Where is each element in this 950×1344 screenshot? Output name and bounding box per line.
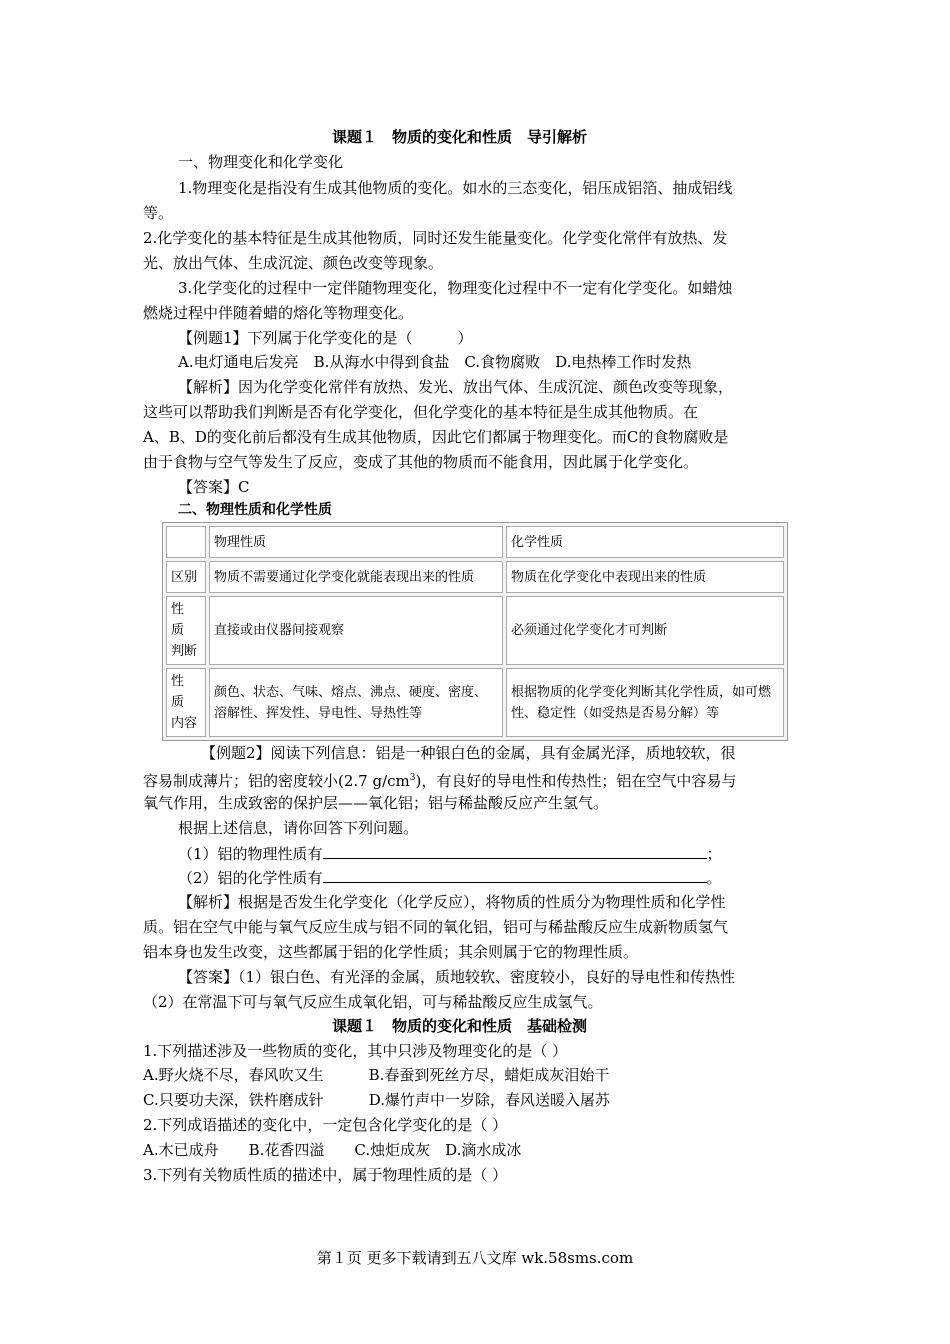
table-header-row bbox=[166, 526, 784, 558]
quiz-line: A.木已成舟 B.花香四溢 C.烛炬成灰 D.滴水成冰 bbox=[143, 1141, 522, 1159]
physical-cell: 物质不需要通过化学变化就能表现出来的性质 bbox=[209, 561, 503, 593]
table-row bbox=[166, 596, 784, 665]
question-1-label: （1）铝的物理性质有 bbox=[178, 845, 323, 863]
example-1-analysis-line-3: A、B、D的变化前后都没有生成其他物质，因此它们都属于物理变化。而C的食物腐败是 bbox=[143, 428, 729, 446]
question-2-end: 。 bbox=[706, 869, 722, 887]
example-2-prompt: 根据上述信息，请你回答下列问题。 bbox=[178, 819, 419, 837]
example-2-analysis-line-1: 【解析】根据是否发生化学变化（化学反应），将物质的性质分为物理性质和化学性 bbox=[178, 893, 726, 911]
table-header-chemical: 化学性质 bbox=[506, 526, 784, 558]
paragraph-3-line-1: 3.化学变化的过程中一定伴随物理变化，物理变化过程中不一定有化学变化。如蜡烛 bbox=[178, 279, 733, 297]
example-1-question: 【例题1】下列属于化学变化的是（ ） bbox=[178, 329, 473, 347]
row-label bbox=[166, 668, 206, 737]
example-1-answer: 【答案】C bbox=[178, 478, 250, 496]
example-2-analysis-line-2: 质。铝在空气中能与氧气反应生成与铝不同的氧化铝，铝可与稀盐酸反应生成新物质氢气 bbox=[143, 918, 729, 936]
paragraph-2-line-1: 2.化学变化的基本特征是生成其他物质，同时还发生能量变化。化学变化常伴有放热、发 bbox=[143, 229, 728, 247]
table-header-corner bbox=[166, 526, 206, 558]
example-2-answer-line-2: （2）在常温下可与氧气反应生成氧化铝，可与稀盐酸反应生成氢气。 bbox=[143, 993, 603, 1011]
superscript-3: 3 bbox=[409, 773, 416, 783]
title-guide: 课题１ 物质的变化和性质 导引解析 bbox=[332, 128, 588, 146]
row-label-text: 内容 bbox=[171, 716, 198, 731]
example-2-line-1: 【例题2】阅读下列信息：铝是一种银白色的金属，具有金属光泽，质地较软，很 bbox=[201, 744, 736, 762]
paragraph-3-line-2: 燃烧过程中伴随着蜡的熔化等物理变化。 bbox=[143, 304, 414, 322]
quiz-line: C.只要功夫深，铁杵磨成针 D.爆竹声中一岁除，春风送暖入屠苏 bbox=[143, 1091, 610, 1109]
example-2-line-2-rest: )，有良好的导电性和传热性；铝在空气中容易与 bbox=[415, 772, 737, 790]
properties-table bbox=[162, 522, 788, 741]
question-2-label: （2）铝的化学性质有 bbox=[178, 869, 323, 887]
example-2-line-2 bbox=[143, 767, 736, 792]
title-basic-test: 课题１ 物质的变化和性质 基础检测 bbox=[332, 1017, 588, 1035]
row-label-text: 判断 bbox=[171, 644, 198, 659]
answer-blank-1[interactable] bbox=[323, 842, 707, 859]
row-label-text: 性 质 bbox=[171, 602, 198, 638]
chemical-cell: 根据物质的化学变化判断其化学性质，如可燃性、稳定性（如受热是否易分解）等 bbox=[506, 668, 784, 737]
row-label bbox=[166, 561, 206, 593]
physical-cell: 颜色、状态、气味、熔点、沸点、硬度、密度、溶解性、挥发性、导电性、导热性等 bbox=[209, 668, 503, 737]
example-1-options: A.电灯通电后发亮 B.从海水中得到食盐 C.食物腐败 D.电热棒工作时发热 bbox=[178, 353, 692, 371]
example-2-question-1 bbox=[178, 842, 722, 865]
example-2-answer-line-1: 【答案】（1）银白色、有光泽的金属，质地较软、密度较小，良好的导电性和传热性 bbox=[178, 968, 736, 986]
quiz-line: 2.下列成语描述的变化中，一定包含化学变化的是（ ） bbox=[143, 1116, 508, 1134]
answer-blank-2[interactable] bbox=[323, 866, 707, 883]
example-2-density-text: 容易制成薄片；铝的密度较小(2.7 g/cm bbox=[143, 772, 410, 790]
example-2-analysis-line-3: 铝本身也发生改变，这些都属于铝的化学性质；其余则属于它的物理性质。 bbox=[143, 943, 639, 961]
page-footer: 第１页 更多下载请到五八文库 wk.58sms.com bbox=[316, 1249, 634, 1267]
question-1-end: ； bbox=[706, 845, 722, 863]
example-1-analysis-line-1: 【解析】因为化学变化常伴有放热、发光、放出气体、生成沉淀、颜色改变等现象， bbox=[178, 378, 734, 396]
table-row bbox=[166, 668, 784, 737]
chemical-cell: 必须通过化学变化才可判断 bbox=[506, 596, 784, 665]
section-heading-2: 二、物理性质和化学性质 bbox=[178, 502, 332, 518]
quiz-line: 1.下列描述涉及一些物质的变化，其中只涉及物理变化的是（ ） bbox=[143, 1042, 568, 1060]
row-label-text: 区别 bbox=[171, 569, 198, 585]
paragraph-2-line-2: 光、放出气体、生成沉淀、颜色改变等现象。 bbox=[143, 254, 444, 272]
chemical-cell: 物质在化学变化中表现出来的性质 bbox=[506, 561, 784, 593]
example-2-question-2 bbox=[178, 866, 722, 889]
physical-cell: 直接或由仪器间接观察 bbox=[209, 596, 503, 665]
example-1-analysis-line-4: 由于食物与空气等发生了反应，变成了其他的物质而不能食用，因此属于化学变化。 bbox=[143, 453, 699, 471]
quiz-line: 3.下列有关物质性质的描述中，属于物理性质的是（ ） bbox=[143, 1166, 508, 1184]
example-1-analysis-line-2: 这些可以帮助我们判断是否有化学变化，但化学变化的基本特征是生成其他物质。在 bbox=[143, 403, 699, 421]
table-header-physical: 物理性质 bbox=[209, 526, 503, 558]
row-label-text: 性 质 bbox=[171, 674, 198, 710]
paragraph-1-line-1: 1.物理变化是指没有生成其他物质的变化。如水的三态变化，铝压成铝箔、抽成铝线 bbox=[178, 179, 733, 197]
quiz-line: A.野火烧不尽，春风吹又生 B.春蚕到死丝方尽，蜡炬成灰泪始干 bbox=[143, 1066, 610, 1084]
row-label bbox=[166, 596, 206, 665]
table-row bbox=[166, 561, 784, 593]
paragraph-1-line-2: 等。 bbox=[143, 204, 174, 222]
example-2-line-3: 氧气作用，生成致密的保护层——氧化铝；铝与稀盐酸反应产生氢气。 bbox=[143, 794, 609, 812]
section-heading-1: 一、物理变化和化学变化 bbox=[178, 153, 344, 171]
